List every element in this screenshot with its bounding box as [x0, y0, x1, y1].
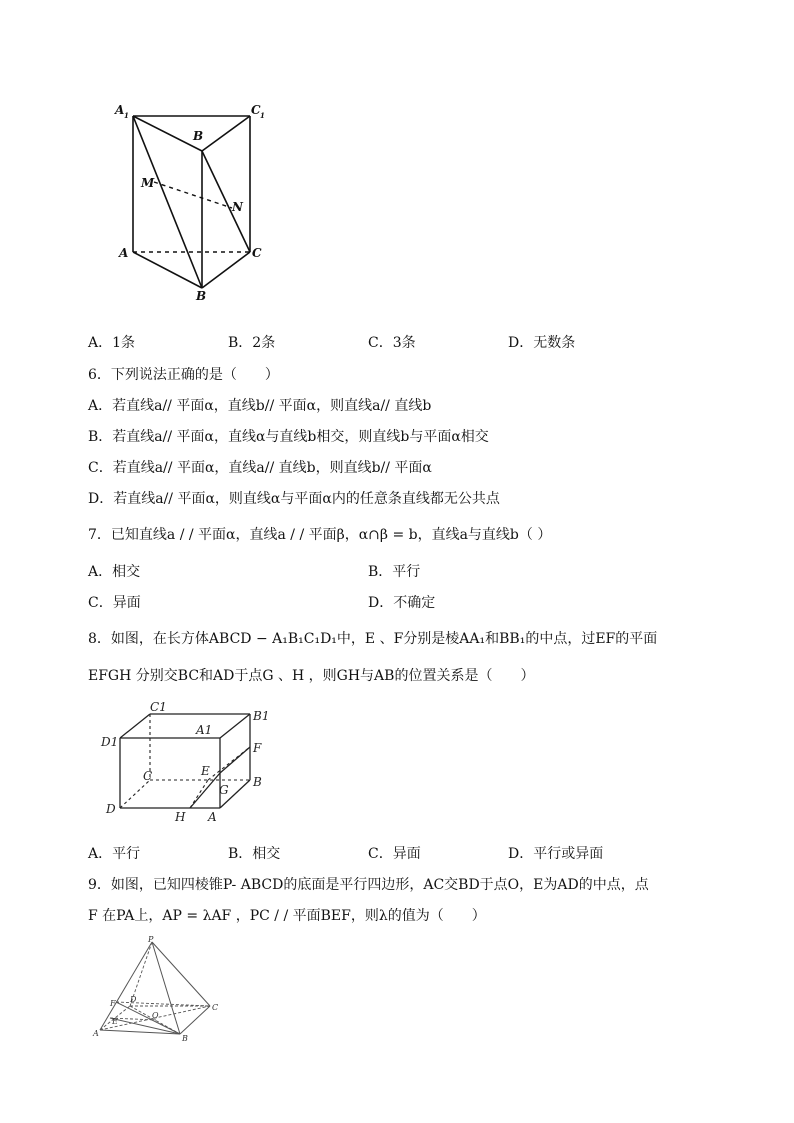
q8-stem-line2: EFGH 分别交BC和AD于点G 、H ，则GH与AB的位置关系是（ ）: [88, 668, 535, 684]
q5-options: [88, 332, 708, 352]
q7-options-row2: [88, 592, 708, 612]
q8-option-d[interactable]: D．平行或异面: [508, 846, 604, 862]
q7-option-b[interactable]: B．平行: [368, 564, 421, 580]
q5-option-b[interactable]: B．2条: [228, 335, 276, 351]
q8-option-a[interactable]: A．平行: [88, 846, 141, 862]
q6-option-d[interactable]: D．若直线a// 平面α，则直线α与平面α内的任意条直线都无公共点: [88, 491, 500, 507]
label-B1: B: [193, 129, 204, 143]
label-C1-sub: 1: [260, 111, 265, 120]
label-A: A: [208, 810, 217, 824]
q7-option-c[interactable]: C．异面: [88, 595, 141, 611]
label-D1: D1: [101, 735, 119, 749]
q7-options-row1: [88, 561, 708, 581]
label-A: A: [93, 1029, 99, 1038]
label-A: A: [119, 246, 129, 260]
q7-option-d[interactable]: D．不确定: [368, 595, 436, 611]
label-D: D: [130, 995, 137, 1004]
label-C: C: [252, 246, 262, 260]
q6-option-c[interactable]: C．若直线a// 平面α，直线a// 直线b，则直线b// 平面α: [88, 460, 432, 476]
q5-option-c[interactable]: C．3条: [368, 335, 416, 351]
label-A1: A1: [196, 723, 213, 737]
label-B: B: [182, 1034, 188, 1042]
prism-figure: [110, 96, 280, 308]
q6-option-b[interactable]: B．若直线a// 平面α，直线α与直线b相交，则直线b与平面α相交: [88, 429, 489, 445]
q9-stem-line2: F 在PA上，AP = λAF ，PC / / 平面BEF，则λ的值为（ ）: [88, 908, 486, 924]
label-E: E: [112, 1017, 118, 1026]
label-N: N: [232, 200, 243, 214]
label-O: O: [152, 1011, 159, 1020]
q6-option-a[interactable]: A．若直线a// 平面α，直线b// 平面α，则直线a// 直线b: [88, 398, 432, 414]
q7-option-a[interactable]: A．相交: [88, 564, 141, 580]
label-E: E: [201, 764, 210, 778]
label-A1: A: [115, 103, 125, 117]
q5-option-d[interactable]: D．无数条: [508, 335, 576, 351]
label-B: B: [253, 775, 262, 789]
label-B: B: [196, 289, 207, 303]
label-H: H: [175, 810, 186, 824]
label-B1: B1: [253, 709, 270, 723]
label-C: C: [212, 1003, 219, 1012]
q5-option-a[interactable]: A．1条: [88, 335, 136, 351]
label-M: M: [141, 176, 155, 190]
label-F: F: [253, 741, 262, 755]
q8-option-b[interactable]: B．相交: [228, 846, 281, 862]
q6-stem: 6．下列说法正确的是（ ）: [88, 367, 279, 383]
q8-stem-line1: 8．如图，在长方体ABCD − A₁B₁C₁D₁中，E 、F分别是棱AA₁和BB₁的中点，过EF的平面: [88, 631, 658, 647]
label-D: D: [106, 802, 116, 816]
label-C1: C: [251, 103, 261, 117]
q7-stem: 7．已知直线a / / 平面α，直线a / / 平面β，α∩β = b，直线a与直线b（ ）: [88, 527, 552, 543]
cuboid-figure: [98, 700, 278, 826]
label-P: P: [148, 935, 154, 944]
label-C1: C1: [150, 700, 167, 714]
q8-options: [88, 843, 708, 863]
label-A1-sub: 1: [124, 111, 129, 120]
q8-option-c[interactable]: C．异面: [368, 846, 421, 862]
q9-stem-line1: 9．如图，已知四棱锥P- ABCD的底面是平行四边形，AC交BD于点O，E为AD的中点，点: [88, 877, 649, 893]
label-G: G: [219, 783, 229, 797]
pyramid-figure: [92, 934, 224, 1042]
label-F: F: [110, 999, 116, 1008]
label-C: C: [143, 769, 153, 783]
